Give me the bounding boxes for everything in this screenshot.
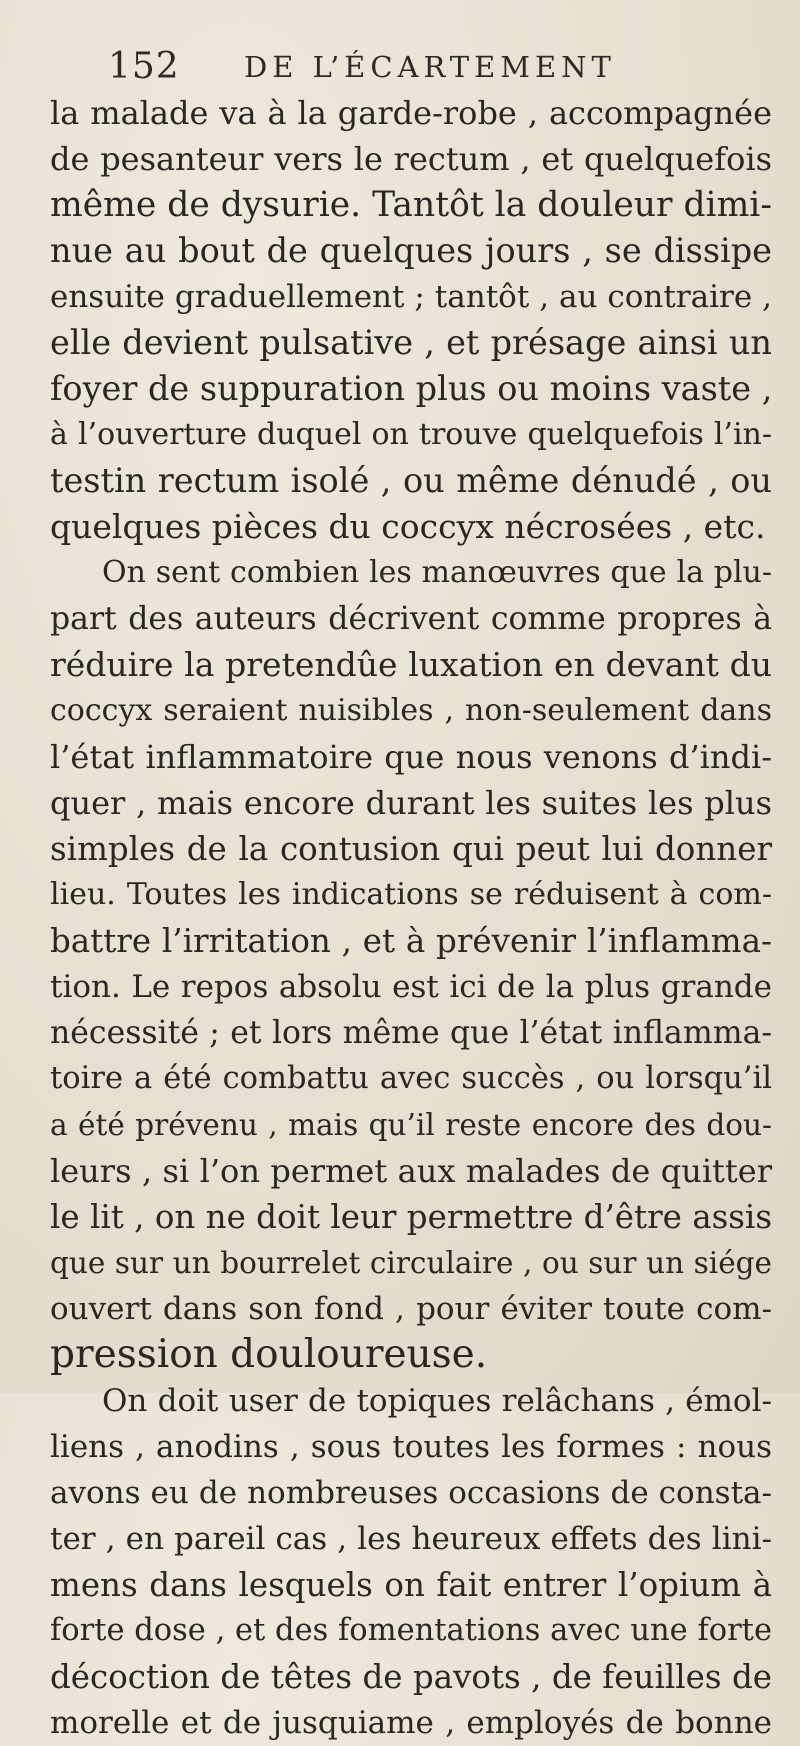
text-line: ouvert dans son fond , pour éviter toute com- <box>50 1291 772 1327</box>
text-line: part des auteurs décrivent comme propres à <box>50 601 772 637</box>
text-line: ensuite graduellement ; tantôt , au contraire , <box>50 279 772 315</box>
text-line: forte dose , et des fomentations avec une forte <box>50 1613 772 1648</box>
text-line: quer , mais encore durant les suites les plus <box>50 784 772 822</box>
text-line: réduire la pretendûe luxation en devant du <box>50 645 772 684</box>
text-line: nue au bout de quelques jours , se dissipe <box>50 231 772 270</box>
text-line: elle devient pulsative , et présage ainsi un <box>50 323 772 362</box>
text-line: l’état inflammatoire que nous venons d’indi- <box>50 738 772 776</box>
text-line: quelques pièces du coccyx nécrosées , etc. <box>50 507 766 546</box>
text-line: nécessité ; et lors même que l’état inflamma- <box>50 1015 772 1051</box>
paragraph-start-line: On sent combien les manœuvres que la plu- <box>102 555 772 590</box>
text-line: toire a été combattu avec succès , ou lorsqu’il <box>50 1061 772 1096</box>
text-line: décoction de têtes de pavots , de feuilles de <box>50 1658 772 1696</box>
text-line: leurs , si l’on permet aux malades de quitter <box>50 1152 772 1190</box>
text-line: pression douloureuse. <box>50 1332 488 1377</box>
paragraph-start-line: On doit user de topiques relâchans , émol- <box>102 1383 772 1419</box>
text-line: même de dysurie. Tantôt la douleur dimi- <box>50 185 772 225</box>
text-line: simples de la contusion qui peut lui donner <box>50 830 772 868</box>
text-line: que sur un bourrelet circulaire , ou sur un siége <box>50 1246 772 1280</box>
page-number: 152 <box>108 46 180 87</box>
text-line: avons eu de nombreuses occasions de consta- <box>50 1475 772 1511</box>
text-line: morelle et de jusquiame , employés de bonne <box>50 1705 772 1741</box>
text-line: lieu. Toutes les indications se réduisent à com- <box>50 877 772 912</box>
running-head <box>0 46 800 90</box>
text-line: foyer de suppuration plus ou moins vaste , <box>50 369 773 408</box>
text-line: à l’ouverture duquel on trouve quelquefois l’in- <box>50 417 772 452</box>
text-line: a été prévenu , mais qu’il reste encore des dou- <box>50 1108 772 1142</box>
text-line: testin rectum isolé , ou même dénudé , ou <box>50 461 772 500</box>
text-line: coccyx seraient nuisibles , non-seulement dans <box>50 693 772 728</box>
text-line: de pesanteur vers le rectum , et quelquefois <box>50 140 772 178</box>
running-title: DE L’ÉCARTEMENT <box>244 50 616 84</box>
text-line: ter , en pareil cas , les heureux effets des lini- <box>50 1521 772 1557</box>
text-line: tion. Le repos absolu est ici de la plus grande <box>50 969 772 1005</box>
text-line: battre l’irritation , et à prévenir l’inflamma- <box>50 922 772 960</box>
text-line: le lit , on ne doit leur permettre d’être assis <box>50 1198 772 1236</box>
text-line: liens , anodins , sous toutes les formes : nous <box>50 1429 772 1465</box>
body-text <box>50 90 772 1746</box>
text-line: mens dans lesquels on fait entrer l’opium à <box>50 1566 772 1604</box>
text-line: la malade va à la garde-robe , accompagnée <box>50 94 772 132</box>
